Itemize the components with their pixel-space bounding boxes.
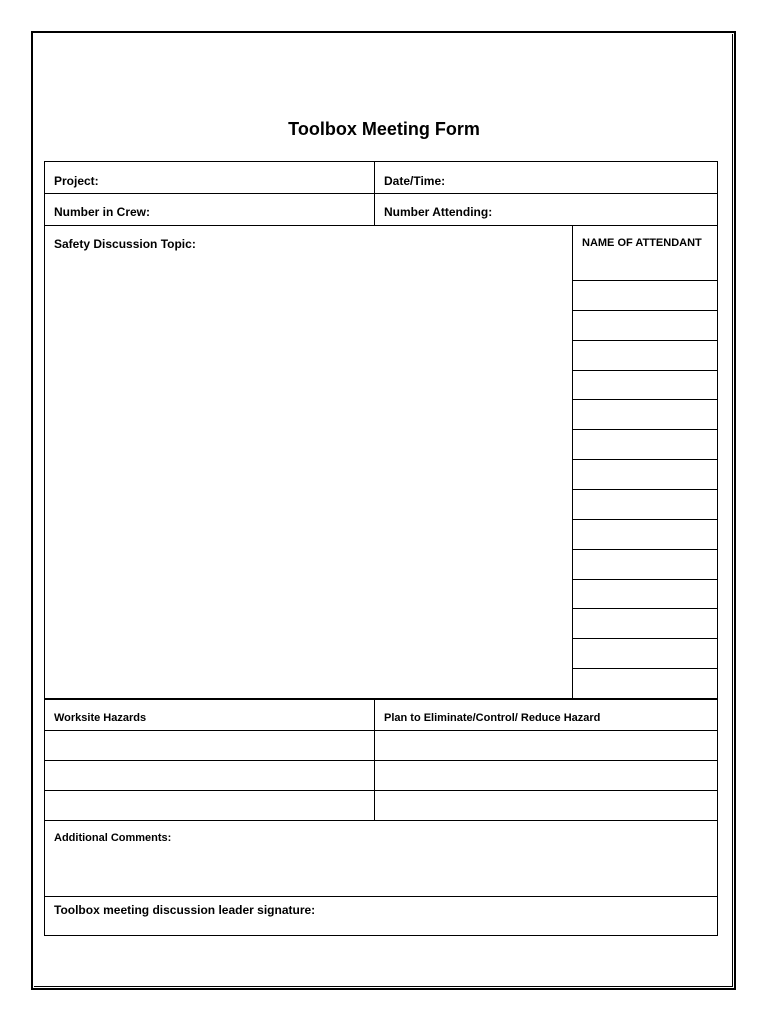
attendant-name-field[interactable]	[573, 430, 717, 458]
hazard-field[interactable]	[45, 791, 373, 819]
attendant-name-field[interactable]	[573, 550, 717, 578]
column-divider	[374, 161, 375, 226]
plan-header: Plan to Eliminate/Control/ Reduce Hazard	[384, 712, 601, 724]
attendant-name-field[interactable]	[573, 281, 717, 309]
row-divider	[44, 896, 718, 897]
plan-field[interactable]	[375, 791, 717, 819]
attendant-name-field[interactable]	[573, 490, 717, 518]
row-divider	[44, 225, 718, 226]
form-title: Toolbox Meeting Form	[288, 119, 480, 139]
hazard-field[interactable]	[45, 761, 373, 789]
additional-comments-label: Additional Comments:	[54, 832, 172, 844]
attendant-name-field[interactable]	[573, 580, 717, 608]
project-label: Project:	[54, 174, 99, 188]
hazard-row-line	[44, 820, 718, 821]
attendant-name-field[interactable]	[573, 400, 717, 428]
attendant-name-field[interactable]	[573, 669, 717, 697]
attendant-name-field[interactable]	[573, 609, 717, 637]
attendant-name-field[interactable]	[573, 371, 717, 399]
attendant-header: NAME OF ATTENDANT	[582, 237, 702, 249]
signature-field[interactable]	[330, 898, 716, 934]
comments-area[interactable]	[45, 850, 717, 894]
date-time-label: Date/Time:	[384, 174, 446, 188]
row-divider	[44, 193, 718, 194]
attendant-name-field[interactable]	[573, 460, 717, 488]
number-in-crew-label: Number in Crew:	[54, 205, 151, 219]
attendant-name-field[interactable]	[573, 311, 717, 339]
number-attending-label: Number Attending:	[384, 205, 493, 219]
section-divider	[44, 698, 718, 700]
attendant-name-field[interactable]	[573, 520, 717, 548]
attendant-name-field[interactable]	[573, 341, 717, 369]
plan-field[interactable]	[375, 731, 717, 759]
attendant-name-field[interactable]	[573, 639, 717, 667]
plan-field[interactable]	[375, 761, 717, 789]
worksite-hazards-header: Worksite Hazards	[54, 712, 147, 724]
hazard-field[interactable]	[45, 731, 373, 759]
safety-topic-label: Safety Discussion Topic:	[54, 237, 196, 251]
signature-label: Toolbox meeting discussion leader signature:	[54, 903, 316, 917]
safety-topic-area[interactable]	[45, 254, 570, 694]
